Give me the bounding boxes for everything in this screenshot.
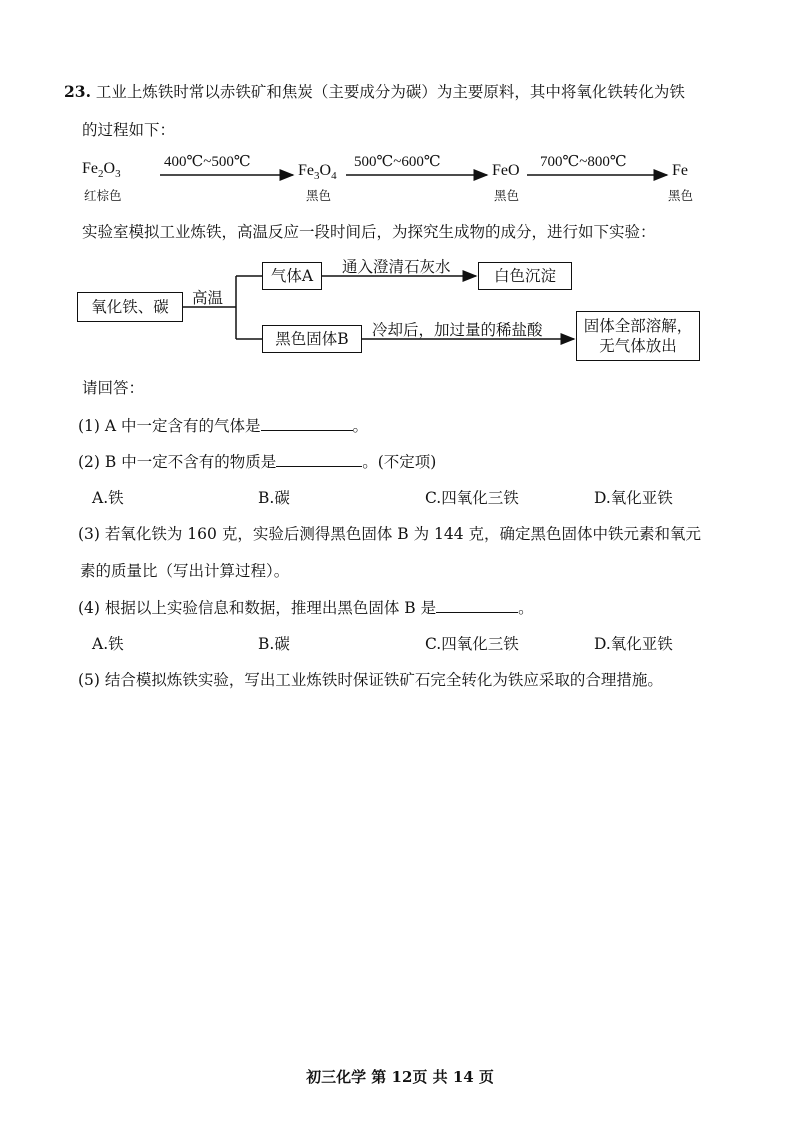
sub-question-1	[78, 414, 368, 436]
question-intro-text: 工业上炼铁时常以赤铁矿和焦炭（主要成分为碳）为主要原料，其中将氧化铁转化为铁	[95, 83, 685, 101]
q4-answer-blank[interactable]	[436, 598, 518, 613]
question-intro-line2: 的过程如下：	[82, 121, 176, 139]
sub-question-4	[78, 596, 534, 618]
condition-1: 400℃~500℃	[164, 154, 251, 170]
experiment-intro: 实验室模拟工业炼铁，高温反应一段时间后，为探究生成物的成分，进行如下实验：	[82, 223, 656, 241]
gas-result-box: 白色沉淀	[478, 262, 572, 290]
compound-feo: FeO	[492, 162, 520, 179]
compound-fe-color: 黑色	[668, 188, 694, 203]
q2-option-d[interactable]: D.氧化亚铁	[594, 489, 673, 507]
q1-text: (1) A 中一定含有的气体是	[78, 417, 261, 435]
condition-2: 500℃~600℃	[354, 154, 441, 170]
gas-step-label: 通入澄清石灰水	[342, 258, 451, 276]
q4-text: (4) 根据以上实验信息和数据，推理出黑色固体 B 是	[78, 599, 437, 617]
compound-feo-color: 黑色	[494, 188, 520, 203]
q4-option-a[interactable]: A.铁	[92, 635, 124, 653]
solid-box: 黑色固体B	[262, 325, 362, 353]
solid-result-line1: 固体全部溶解，	[583, 317, 693, 335]
q1-answer-blank[interactable]	[261, 416, 353, 431]
q4-option-b[interactable]: B.碳	[258, 635, 290, 653]
compound-fe3o4: $Fe_3O_4$	[298, 162, 337, 183]
start-box: 氧化铁、碳	[77, 292, 183, 322]
compound-fe3o4-color: 黑色	[306, 188, 332, 203]
solid-result-box	[576, 311, 700, 361]
sub-question-2	[78, 450, 436, 472]
condition-label: 高温	[192, 289, 224, 307]
compound-fe2o3-color: 红棕色	[84, 188, 122, 203]
q4-option-c[interactable]: C.四氧化三铁	[425, 635, 519, 653]
compound-fe2o3: $Fe_2O_3$	[82, 160, 121, 181]
q2-option-b[interactable]: B.碳	[258, 489, 290, 507]
q1-end: 。	[352, 417, 369, 435]
page-footer: 初三化学 第 12页 共 14 页	[306, 1068, 494, 1086]
solid-result-line2: 无气体放出	[599, 337, 677, 355]
condition-3: 700℃~800℃	[540, 154, 627, 170]
q4-end: 。	[518, 599, 534, 617]
gas-box: 气体A	[262, 262, 322, 290]
compound-fe: Fe	[672, 162, 688, 179]
q2-end: 。(不定项)	[362, 453, 437, 471]
q4-option-d[interactable]: D.氧化亚铁	[594, 635, 673, 653]
q2-answer-blank[interactable]	[276, 452, 362, 467]
solid-step-label: 冷却后，加过量的稀盐酸	[372, 321, 543, 339]
answer-prompt: 请回答：	[82, 379, 145, 397]
q2-text: (2) B 中一定不含有的物质是	[78, 453, 277, 471]
sub-question-3-line1: (3) 若氧化铁为 160 克，实验后测得黑色固体 B 为 144 克，确定黑色固体中铁元素和氧元	[78, 525, 702, 543]
question-number: 23.	[64, 82, 91, 101]
q2-option-a[interactable]: A.铁	[92, 489, 124, 507]
sub-question-5: (5) 结合模拟炼铁实验，写出工业炼铁时保证铁矿石完全转化为铁应采取的合理措施。	[78, 671, 663, 689]
sub-question-3-line2: 素的质量比（写出计算过程）。	[80, 562, 290, 580]
q2-option-c[interactable]: C.四氧化三铁	[425, 489, 519, 507]
